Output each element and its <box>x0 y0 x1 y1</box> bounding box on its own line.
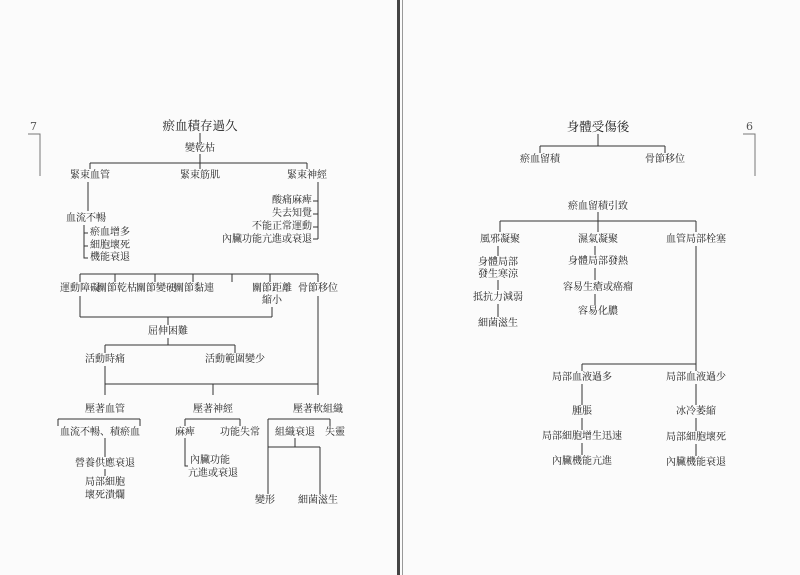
left-title: 瘀血積存過久 <box>162 118 238 133</box>
node-damp-accumulation: 濕氣凝聚 <box>578 234 618 245</box>
node-function-decline: 機能衰退 <box>90 252 130 263</box>
node-stasis-cause: 瘀血留積引致 <box>568 201 628 212</box>
node-vessel-embolism: 血管局部栓塞 <box>666 234 726 245</box>
node-soreness: 酸痛麻痺 <box>272 195 312 206</box>
node-organ-function: 內臟功能亢進或衰退 <box>222 234 312 245</box>
book-spine-shadow <box>402 0 403 575</box>
node-stasis-retention: 瘀血留積 <box>520 154 560 165</box>
node-local-necrosis: 局部細胞壞死 <box>666 432 726 443</box>
node-bone-displacement-right: 骨節移位 <box>645 154 685 165</box>
node-paralysis: 麻痺 <box>175 427 195 438</box>
node-deformation: 變形 <box>255 495 275 506</box>
node-malfunction: 失靈 <box>325 427 345 438</box>
node-joint-dry: 關節乾枯 <box>97 283 137 294</box>
node-cell-death: 細胞壞死 <box>90 240 130 251</box>
node-chill: 發生寒涼 <box>478 269 518 280</box>
node-local-fever: 身體局部發熱 <box>568 256 628 267</box>
node-bacteria-left: 細菌滋生 <box>298 495 338 506</box>
right-page-number: 6 <box>746 120 753 133</box>
node-pain-moving: 活動時痛 <box>85 354 125 365</box>
node-dysfunction: 功能失常 <box>220 427 260 438</box>
book-spine <box>397 0 400 575</box>
node-dry: 變乾枯 <box>185 143 215 154</box>
node-wind-accumulation: 風邪凝聚 <box>480 234 520 245</box>
node-bind-vessels: 緊束血管 <box>70 170 110 181</box>
node-tissue-decline: 組織衰退 <box>275 427 315 438</box>
node-swelling: 腫脹 <box>572 406 592 417</box>
node-numbness: 失去知覺 <box>272 208 312 219</box>
node-cold-atrophy: 冰冷萎縮 <box>676 406 716 417</box>
node-resistance-weak: 抵抗力減弱 <box>473 292 523 303</box>
node-bind-nerves: 緊束神經 <box>287 170 327 181</box>
node-suppuration: 容易化膿 <box>578 306 618 317</box>
node-joint-stiff: 關節變硬 <box>136 283 176 294</box>
node-blood-excess: 局部血液過多 <box>552 372 612 383</box>
node-organ-hyper: 內臟機能亢進 <box>552 456 612 467</box>
node-organ-function-2: 內臟功能 <box>190 455 230 466</box>
node-flow-stasis: 血流不暢、積瘀血 <box>60 427 140 438</box>
node-poor-flow: 血流不暢 <box>66 213 106 224</box>
node-movement-disorder: 運動障礙 <box>60 283 100 294</box>
node-compress-soft-tissue: 壓著軟組織 <box>293 404 343 415</box>
node-range-reduced: 活動範圍變少 <box>205 354 265 365</box>
node-bacteria-right: 細菌滋生 <box>478 318 518 329</box>
node-joint-distance: 關節距離 <box>252 283 292 294</box>
node-shortened: 縮小 <box>262 295 282 306</box>
node-nutrition-decline: 營養供應衰退 <box>75 458 135 469</box>
node-joint-adhesion: 關節黏連 <box>174 283 214 294</box>
node-local-cells: 局部細胞 <box>85 477 125 488</box>
node-organ-decline: 內臟機能衰退 <box>666 457 726 468</box>
node-compress-nerves: 壓著神經 <box>193 404 233 415</box>
node-blood-deficit: 局部血液過少 <box>666 372 726 383</box>
node-compress-vessels: 壓著血管 <box>85 404 125 415</box>
node-stasis-increase: 瘀血增多 <box>90 227 130 238</box>
left-page-number: 7 <box>30 120 37 133</box>
right-title: 身體受傷後 <box>566 119 630 134</box>
node-sores-tumor: 容易生瘡或癌瘤 <box>563 282 633 293</box>
node-body-local: 身體局部 <box>478 257 518 268</box>
node-rapid-proliferation: 局部細胞增生迅速 <box>542 431 622 442</box>
node-flexion-difficulty: 屈伸困難 <box>148 326 188 337</box>
node-bind-muscles: 緊束筋肌 <box>180 170 220 181</box>
node-abnormal-motion: 不能正常運動 <box>252 221 312 232</box>
node-necrosis-ulcer: 壞死潰爛 <box>85 490 125 501</box>
node-bone-displacement-left: 骨節移位 <box>298 283 338 294</box>
node-hyper-or-decline: 亢進或衰退 <box>188 468 238 479</box>
